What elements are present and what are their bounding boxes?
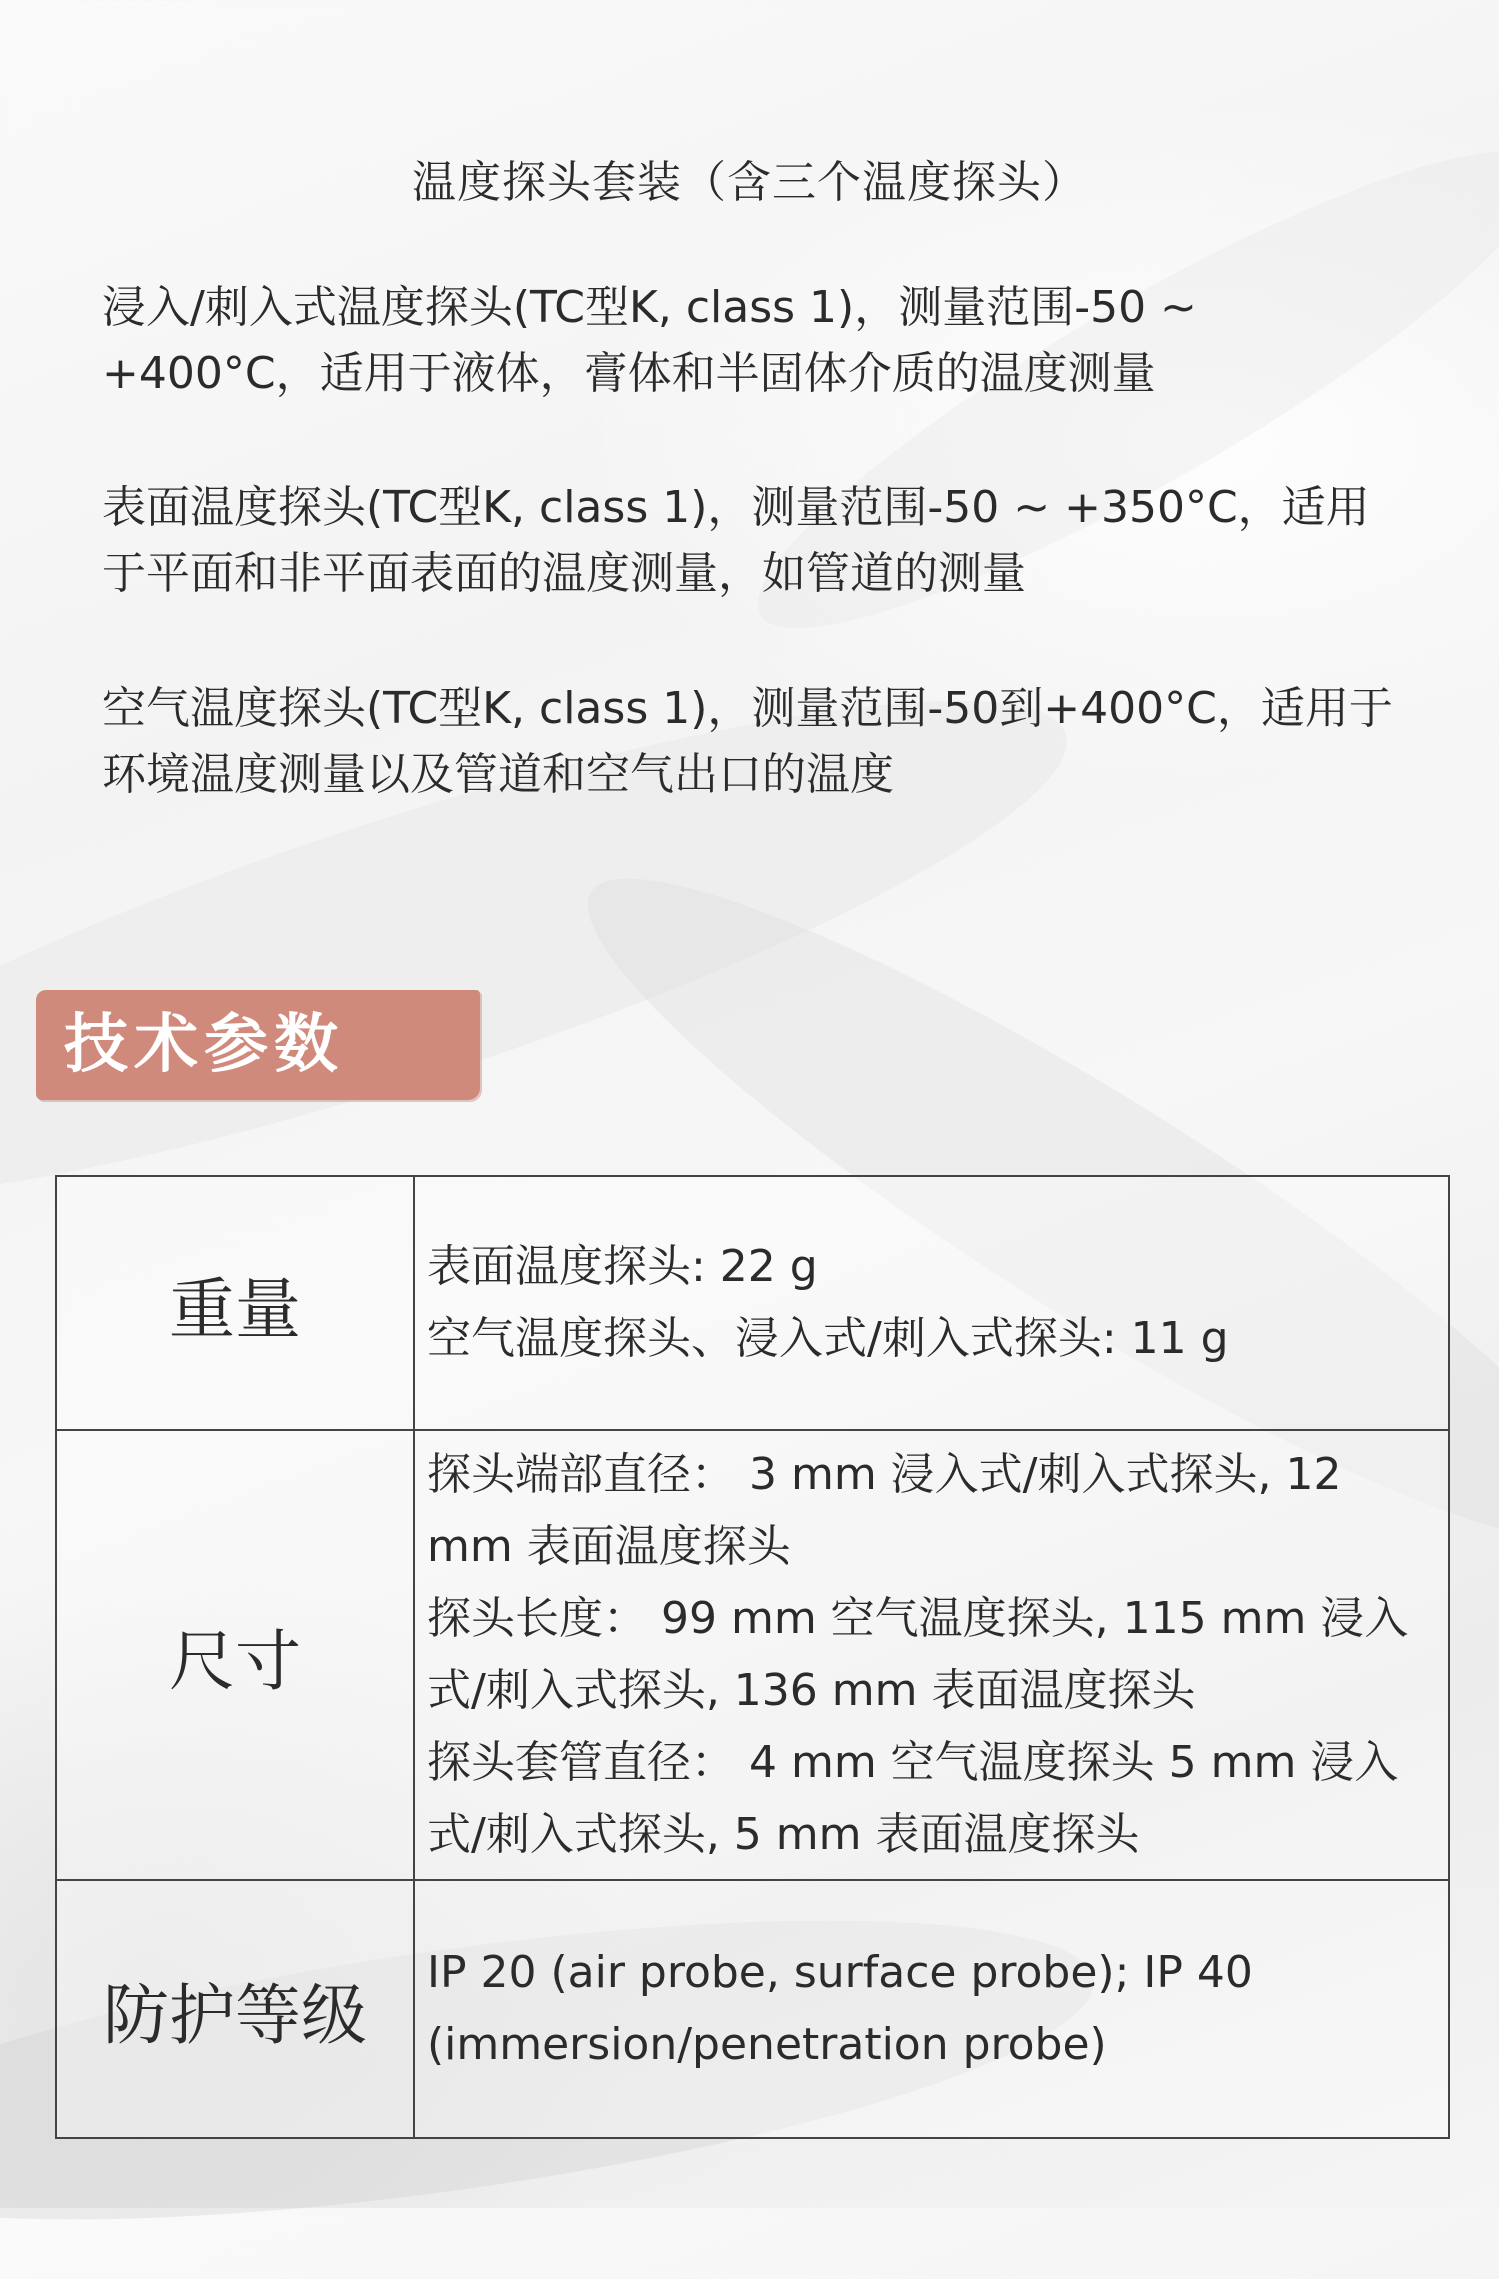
probe-description-air: 空气温度探头(TC型K, class 1)，测量范围-50到+400°C，适用于环境温度测量以及管道和空气出口的温度	[102, 683, 1393, 800]
spec-label-weight: 重量	[56, 1176, 414, 1430]
spec-value-protection	[414, 1880, 1449, 2138]
spec-table	[55, 1175, 1450, 2139]
spec-label-protection: 防护等级	[56, 1880, 414, 2138]
spec-value-line: 探头套管直径： 4 mm 空气温度探头 5 mm 浸入式/刺入式探头, 5 mm 表面温度探头	[427, 1737, 1399, 1860]
spec-label-size: 尺寸	[56, 1430, 414, 1880]
spec-value-line: 空气温度探头、浸入式/刺入式探头: 11 g	[427, 1313, 1229, 1364]
spec-value-weight	[414, 1176, 1449, 1430]
spec-value-line: IP 20 (air probe, surface probe); IP 40 (immersion/penetration probe)	[427, 1947, 1253, 2070]
section-title: 技术参数	[64, 1008, 344, 1082]
probe-description-surface: 表面温度探头(TC型K, class 1)，测量范围-50 ~ +350°C，适用于平面和非平面表面的温度测量，如管道的测量	[102, 482, 1370, 599]
probe-description-immersion: 浸入/刺入式温度探头(TC型K, class 1)，测量范围-50 ~ +400°C，适用于液体，膏体和半固体介质的温度测量	[102, 282, 1197, 399]
spec-row-size	[56, 1430, 1449, 1880]
spec-value-line: 探头长度： 99 mm 空气温度探头, 115 mm 浸入式/刺入式探头, 136 mm 表面温度探头	[427, 1593, 1409, 1716]
spec-value-size	[414, 1430, 1449, 1880]
spec-row-weight	[56, 1176, 1449, 1430]
spec-value-line: 表面温度探头: 22 g	[427, 1241, 818, 1292]
kit-title: 温度探头套装（含三个温度探头）	[412, 157, 1087, 208]
spec-row-protection	[56, 1880, 1449, 2138]
spec-value-line: 探头端部直径： 3 mm 浸入式/刺入式探头, 12 mm 表面温度探头	[427, 1449, 1342, 1572]
